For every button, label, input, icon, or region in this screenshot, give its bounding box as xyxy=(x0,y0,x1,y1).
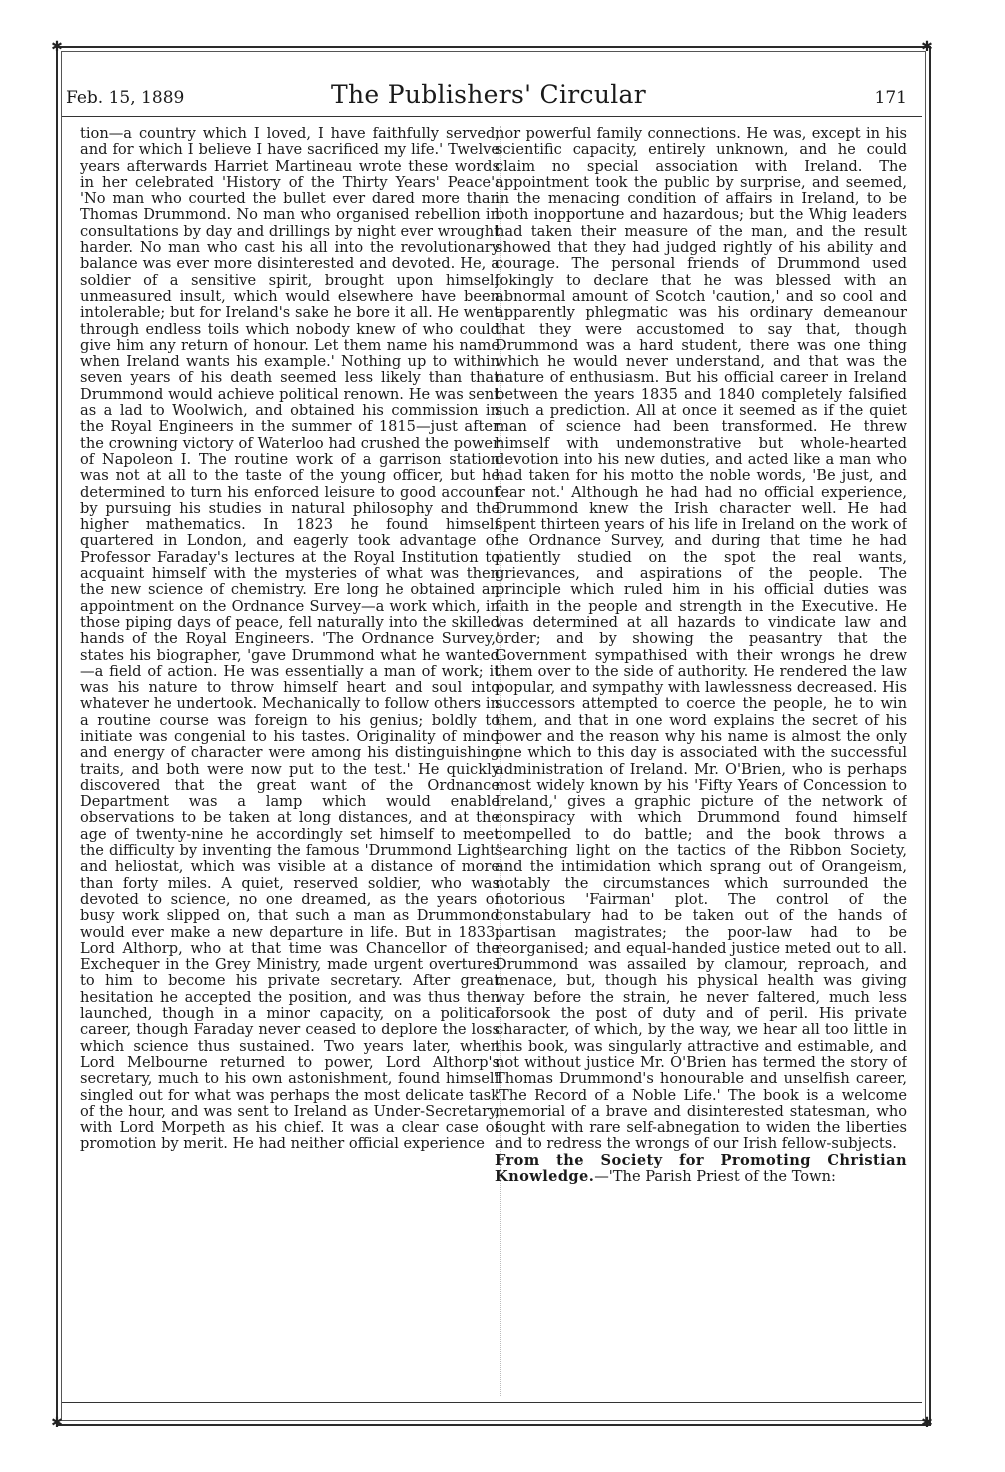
notice-heading: From the Society for Promoting Christian Knowledge. xyxy=(495,1151,907,1185)
header-rule xyxy=(62,116,922,117)
corner-ornament-icon: ✱ xyxy=(51,1415,63,1431)
article-paragraph: nor powerful family connections. He was, except in his scientific capacity, entirely unknown, and he could claim no special association with Ireland. The appointment took the public by surprise, and seemed, in the menacing condition of affairs in Ireland, to be both inopportune and hazardous; but the Whig leaders had taken their measure of the man, and the result showed that they had judged rightly of his ability and courage. The personal friends of Drummond used jokingly to declare that he was blessed with an abnormal amount of Scotch 'caution,' and so cool and apparently phlegmatic was his ordinary demeanour that they were accustomed to say that, though Drummond was a hard student, there was one thing which he would never understand, and that was the nature of enthusiasm. But his official career in Ireland between the years 1835 and 1840 completely falsified such a prediction. All at once it seemed as if the quiet man of science had been transformed. He threw himself with undemonstrative but whole-hearted devotion into his new duties, and acted like a man who had taken for his motto the noble words, 'Be just, and fear not.' Although he had had no official experience, Drummond knew the Irish character well. He had spent thirteen years of his life in Ireland on the work of the Ordnance Survey, and during that time he had patiently studied on the spot the real wants, grievances, and aspirations of the people. The principle which ruled him in his official duties was faith in the people and strength in the Executive. He was determined at all hazards to vindicate law and order; and by showing the peasantry that the Government sympathised with their wrongs he drew them over to the side of authority. He rendered the law popular, and sympathy with lawlessness decreased. His successors attempted to coerce the people, he to win them, and that in one word explains the secret of his power and the reason why his name is almost the only one which to this day is associated with the successful administration of Ireland. Mr. O'Brien, who is perhaps most widely known by his 'Fifty Years of Concession to Ireland,' gives a graphic picture of the network of conspiracy with which Drummond found himself compelled to do battle; and the book throws a searching light on the tactics of the Ribbon Society, and the intimidation which sprang out of Orangeism, notably the circumstances which surrounded the notorious 'Fairman' plot. The control of the constabulary had to be taken out of the hands of partisan magistrates; the poor-law had to be reorganised; and equal-handed justice meted out to all. Drummond was assailed by clamour, reproach, and menace, but, though his physical health was giving way before the strain, he never faltered, much less forsook the post of duty and of peril. His private character, of which, by the way, we hear all too little in this book, was singularly attractive and estimable, and not without justice Mr. O'Brien has termed the story of Thomas Drummond's honourable and unselfish career, 'The Record of a Noble Life.' The book is a welcome memorial of a brave and disinterested statesman, who sought with rare self-abnegation to widen the liberties and to redress the wrongs of our Irish fellow-subjects. xyxy=(495,126,907,1153)
corner-ornament-icon: ✱ xyxy=(51,39,63,55)
corner-ornament-icon: ✱ xyxy=(921,1415,933,1431)
page-number: 171 xyxy=(874,88,907,108)
issue-date: Feb. 15, 1889 xyxy=(66,88,185,108)
notice-paragraph xyxy=(495,1153,907,1186)
article-paragraph: tion—a country which I loved, I have faithfully served, and for which I believe I have sacrificed my life.' Twelve years afterwards Harriet Martineau wrote these words in her celebrated 'History of the Thirty Years' Peace': 'No man who courted the bullet ever dared more than Thomas Drummond. No man who organised rebellion in consultations by day and drillings by night ever wrought harder. No man who cast his all into the revolutionary balance was ever more disinterested and devoted. He, a soldier of a sensitive spirit, brought upon himself unmeasured insult, which would elsewhere have been intolerable; but for Ireland's sake he bore it all. He went through endless toils which nobody knew of who could give him any return of honour. Let them name his name when Ireland wants his example.' Nothing up to within seven years of his death seemed less likely than that Drummond would achieve political renown. He was sent as a lad to Woolwich, and obtained his commission in the Royal Engineers in the summer of 1815—just after the crowning victory of Waterloo had crushed the power of Napoleon I. The routine work of a garrison station was not at all to the taste of the young officer, but he determined to turn his enforced leisure to good account by pursuing his studies in natural philosophy and the higher mathematics. In 1823 he found himself quartered in London, and eagerly took advantage of Professor Faraday's lectures at the Royal Institution to acquaint himself with the mysteries of what was then the new science of chemistry. Ere long he obtained an appointment on the Ordnance Survey—a work which, in those piping days of peace, fell naturally into the skilled hands of the Royal Engineers. 'The Ordnance Survey,' states his biographer, 'gave Drummond what he wanted—a field of action. He was essentially a man of work; it was his nature to throw himself heart and soul into whatever he undertook. Mechanically to follow others in a routine course was foreign to his genius; boldly to initiate was congenial to his tastes. Originality of mind and energy of character were among his distinguishing traits, and both were now put to the test.' He quickly discovered that the great want of the Ordnance Department was a lamp which would enable observations to be taken at long distances, and at the age of twenty-nine he accordingly set himself to meet the difficulty by inventing the famous 'Drummond Light' and heliostat, which was visible at a distance of more than forty miles. A quiet, reserved soldier, who was devoted to science, no one dreamed, as the years of busy work slipped on, that such a man as Drummond would ever make a new departure in life. But in 1833, Lord Althorp, who at that time was Chancellor of the Exchequer in the Grey Ministry, made urgent overtures to him to become his private secretary. After great hesitation he accepted the position, and was thus then launched, though in a minor capacity, on a political career, though Faraday never ceased to deplore the loss which science thus sustained. Two years later, when Lord Melbourne returned to power, Lord Althorp's secretary, much to his own astonishment, found himself singled out for what was perhaps the most delicate task of the hour, and was sent to Ireland as Under-Secretary, with Lord Morpeth as his chief. It was a clear case of promotion by merit. He had neither official experience xyxy=(80,126,500,1153)
notice-text: —'The Parish Priest of the Town: xyxy=(594,1168,836,1185)
corner-ornament-icon: ✱ xyxy=(921,39,933,55)
running-header xyxy=(66,80,911,116)
article-column-right xyxy=(495,126,907,1398)
publication-title: The Publishers' Circular xyxy=(331,80,646,109)
footer-rule xyxy=(62,1402,922,1403)
article-column-left xyxy=(80,126,500,1398)
